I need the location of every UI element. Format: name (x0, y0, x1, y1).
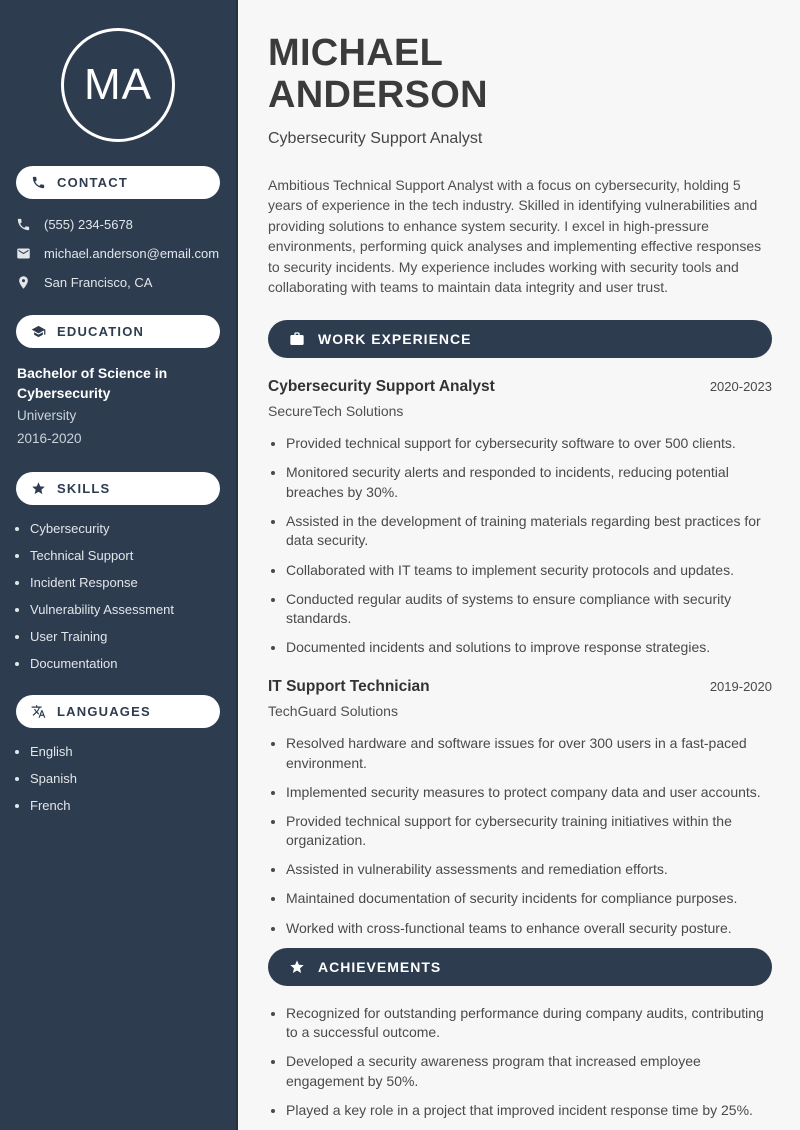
languages-list (16, 744, 220, 813)
main-content (238, 0, 800, 1130)
contact-details (16, 216, 220, 291)
email-icon (16, 246, 31, 261)
email-address: michael.anderson@email.com (44, 246, 220, 261)
school-name: University (17, 408, 77, 424)
job-entry-1 (268, 378, 772, 658)
job-bullet: • Implemented security measures to protect company data and user accounts. (286, 783, 772, 803)
skills-section-title: SKILLS (57, 481, 111, 497)
job-bullet: • Assisted in the development of training materials regarding best practices for data security. (286, 512, 772, 551)
job-bullet: • Maintained documentation of security incidents for compliance purposes. (286, 889, 772, 909)
skill-item: • Vulnerability Assessment (30, 602, 220, 617)
company-name: TechGuard Solutions (268, 702, 398, 719)
languages-section-title: LANGUAGES (57, 704, 151, 720)
education-section-header (16, 315, 220, 348)
job-bullets (268, 734, 772, 938)
job-entry-2 (268, 678, 772, 938)
contact-location (16, 274, 220, 291)
job-bullet: • Worked with cross-functional teams to enhance overall security posture. (286, 919, 772, 939)
star-icon (289, 959, 305, 975)
job-bullet: • Conducted regular audits of systems to ensure compliance with security standards. (286, 590, 772, 629)
job-header (268, 678, 772, 696)
translate-icon (31, 704, 46, 719)
avatar (61, 28, 175, 142)
job-title: Cybersecurity Support Analyst (268, 378, 495, 396)
language-item: • French (30, 798, 220, 813)
job-bullet: • Provided technical support for cybersecurity software to over 500 clients. (286, 434, 772, 454)
skill-item: • Cybersecurity (30, 521, 220, 536)
last-name: ANDERSON (268, 73, 488, 116)
education-entry (17, 364, 219, 448)
contact-phone (16, 216, 220, 233)
education-section-title: EDUCATION (57, 324, 145, 339)
role-title: Cybersecurity Support Analyst (268, 129, 483, 147)
skill-item: • Documentation (30, 656, 220, 671)
graduation-cap-icon (31, 324, 46, 339)
name-heading (268, 33, 772, 117)
achievements-title: ACHIEVEMENTS (318, 958, 442, 975)
language-item: • English (30, 744, 220, 759)
contact-section-title: CONTACT (57, 175, 128, 190)
job-title: IT Support Technician (268, 677, 430, 695)
education-years: 2016-2020 (17, 430, 82, 446)
achievement-bullet: • Recognized for outstanding performance during company audits, contributing to a successful outcome. (286, 1004, 772, 1043)
job-header (268, 378, 772, 396)
sidebar (0, 0, 238, 1130)
phone-icon (16, 217, 31, 232)
degree-name: Bachelor of Science in Cybersecurity (17, 365, 168, 401)
achievements-list (268, 1004, 772, 1121)
skill-item: • Technical Support (30, 548, 220, 563)
summary-paragraph: Ambitious Technical Support Analyst with a focus on cybersecurity, holding 5 years of experience in the tech industry. Skilled in identifying vulnerabilities and providing solutions to enhance system security. I excel in high-pressure environments, performing quick analyses and implementing effective responses to security incidents. My experience includes working with security tools and collaborating with teams to maintain data integrity and user trust. (268, 176, 762, 296)
skill-item: • Incident Response (30, 575, 220, 590)
achievement-bullet: • Played a key role in a project that improved incident response time by 25%. (286, 1101, 772, 1121)
skills-list (16, 521, 220, 671)
achievement-bullet: • Developed a security awareness program that increased employee engagement by 50%. (286, 1052, 772, 1091)
location-icon (16, 275, 31, 290)
achievements-header (268, 948, 772, 986)
job-bullet: • Provided technical support for cybersecurity training initiatives within the organization. (286, 812, 772, 851)
job-bullet: • Assisted in vulnerability assessments and remediation efforts. (286, 860, 772, 880)
contact-section-header (16, 166, 220, 199)
skill-item: • User Training (30, 629, 220, 644)
avatar-initials: MA (84, 60, 152, 109)
work-experience-header (268, 320, 772, 358)
work-experience-title: WORK EXPERIENCE (318, 331, 472, 348)
star-icon (31, 481, 46, 496)
job-bullet: • Documented incidents and solutions to improve response strategies. (286, 638, 772, 658)
job-dates: 2019-2020 (709, 678, 772, 694)
phone-number: (555) 234-5678 (44, 217, 133, 232)
job-bullets (268, 434, 772, 658)
languages-section-header (16, 695, 220, 728)
job-dates: 2020-2023 (709, 379, 772, 395)
company-name: SecureTech Solutions (268, 403, 404, 420)
skills-section-header (16, 472, 220, 505)
location-text: San Francisco, CA (44, 275, 153, 290)
job-bullet: • Resolved hardware and software issues for over 300 users in a fast-paced environment. (286, 734, 772, 773)
contact-email (16, 245, 220, 262)
phone-icon (31, 175, 46, 190)
briefcase-icon (289, 331, 305, 347)
language-item: • Spanish (30, 771, 220, 786)
first-name: MICHAEL (268, 32, 444, 74)
job-bullet: • Monitored security alerts and responded to incidents, reducing potential breaches by 30%. (286, 463, 772, 502)
job-bullet: • Collaborated with IT teams to implement security protocols and updates. (286, 561, 772, 581)
